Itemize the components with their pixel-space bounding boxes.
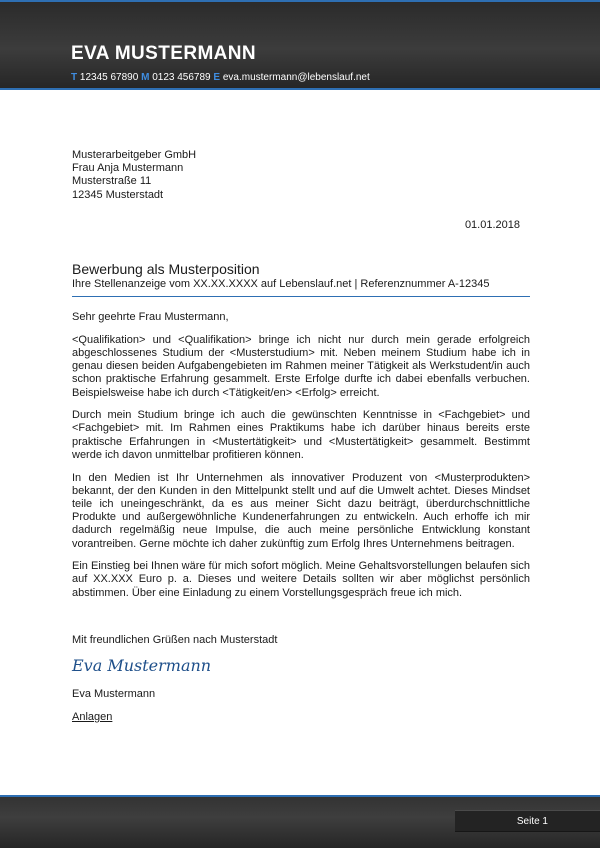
page-number: Seite 1 xyxy=(516,816,548,827)
letter-date: 01.01.2018 xyxy=(464,219,520,231)
mobile-number[interactable]: 0123 456789 xyxy=(152,72,211,83)
signer-name: Eva Mustermann xyxy=(72,688,156,700)
contact-line xyxy=(71,72,370,84)
letter-footer xyxy=(0,795,600,848)
email-key: E xyxy=(213,72,221,83)
recipient-address xyxy=(72,149,196,202)
body-paragraph-1: <Qualifikation> und <Qualifikation> bringe ich nicht nur durch mein gerade erfolgreich abgeschlossenes Studium der <Musterstudium> mit. Neben meinem Studium habe ich in genau diesen beiden Aufgabengebieten im Rahmen meiner Tätigkeit als Werkstudent/in auch schon praktische Erfahrung gesammelt. Erste Erfolge durfte ich dabei ebenfalls verbuchen. Beispielsweise habe ich durch <Tätigkeit/en> <Erfolg> erreicht. xyxy=(72,333,530,399)
body-paragraph-3: In den Medien ist Ihr Unternehmen als innovativer Produzent von <Musterprodukten> bekannt, der den Kunden in den Mittelpunkt stellt und auf die Umwelt achtet. Dieses Mindset teile ich uneingeschränkt, da es aus meiner Sicht dazu beiträgt, überdurchschnittliche Produkte und außergewöhnliche Kundenerfahrungen zu entwickeln. Auch erhoffe ich mir dadurch regelmäßig neue Impulse, die auch meine persönliche Entwicklung konstant vorantreiben. Gerne möchte ich daher zukünftig zum Erfolg Ihres Unternehmens beitragen. xyxy=(72,471,530,550)
attachments-link[interactable]: Anlagen xyxy=(72,711,113,723)
email-address[interactable]: eva.mustermann@lebenslauf.net xyxy=(222,72,370,83)
recipient-city: 12345 Musterstadt xyxy=(72,188,164,201)
phone-key: T xyxy=(71,72,78,83)
letter-body xyxy=(72,311,530,609)
letter-header xyxy=(0,0,600,90)
applicant-name: EVA MUSTERMANN xyxy=(71,43,257,64)
mobile-key: M xyxy=(141,72,150,83)
handwritten-signature: Eva Mustermann xyxy=(72,656,212,675)
closing-line: Mit freundlichen Grüßen nach Musterstadt xyxy=(72,634,278,646)
recipient-street: Musterstraße 11 xyxy=(72,175,152,188)
subject-line: Bewerbung als Musterposition xyxy=(72,261,260,277)
body-paragraph-4: Ein Einstieg bei Ihnen wäre für mich sofort möglich. Meine Gehaltsvorstellungen belaufen sich auf XX.XXX Euro p. a. Dieses und weitere Details sollten wir aber möglichst persönlich abstimmen. Über eine Einladung zu einem Vorstellungsgespräch freue ich mich. xyxy=(72,560,530,599)
phone-number[interactable]: 12345 67890 xyxy=(79,72,139,83)
page-number-box xyxy=(455,810,600,832)
salutation: Sehr geehrte Frau Mustermann, xyxy=(72,311,229,323)
recipient-person: Frau Anja Mustermann xyxy=(72,162,184,175)
reference-line: Ihre Stellenanzeige vom XX.XX.XXXX auf Lebenslauf.net | Referenznummer A-12345 xyxy=(72,278,530,297)
recipient-company: Musterarbeitgeber GmbH xyxy=(72,149,197,161)
body-paragraph-2: Durch mein Studium bringe ich auch die gewünschten Kenntnisse in <Fachgebiet> und <Fachgebiet> mit. Im Rahmen eines Praktikums habe ich darüber hinaus bereits erste praktische Erfahrungen in <Mustertätigkeit> und <Mustertätigkeit> gesammelt. Bestimmt werde ich davon unmittelbar profitieren können. xyxy=(72,409,530,461)
